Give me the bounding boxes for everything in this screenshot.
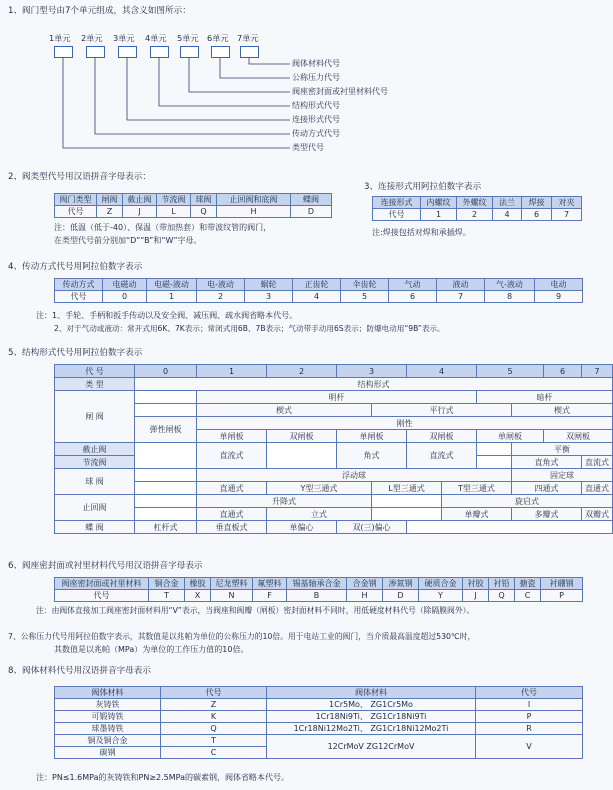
hdr-butterfly: 蝶阀 — [291, 194, 332, 206]
code-cell: 7 — [437, 291, 485, 303]
code-cell: J — [463, 590, 489, 602]
code-cell: Z — [97, 206, 123, 218]
code-cell: J — [123, 206, 157, 218]
section4-note-2: 2、对于气动或液动：常开式用6K、7K表示；常闭式用6B、7B表示；气动带手动用6S表示；防爆电动用“9B”表示。 — [54, 324, 445, 333]
material-cell: 1Cr18Ni12Mo2Ti、 ZG1Cr18Ni12Mo2Ti — [267, 723, 476, 735]
unit-1-label: 1单元 — [49, 33, 71, 43]
code-cell: 3 — [245, 291, 293, 303]
hdr-seat-material: 阀座密封面或衬里材料 — [55, 578, 149, 590]
section2-note-1: 注：低温（低于-40）、保温（带加热套）和带波纹管的阀门， — [54, 223, 272, 232]
straight-flow-2: 直流式 — [407, 443, 477, 469]
section5-heading: 5、结构形式代号用阿拉伯数字表示 — [8, 348, 143, 358]
code-cell: C — [161, 747, 267, 759]
type-label: 类 型 — [55, 378, 135, 391]
four-way: 四通式 — [512, 482, 582, 495]
material-cell: 碳钢 — [55, 747, 161, 759]
code-cell: H — [347, 590, 383, 602]
hdr-alloy-steel: 合金钢 — [347, 578, 383, 590]
code-label: 代号 — [55, 590, 149, 602]
code-cell: 1 — [147, 291, 197, 303]
hdr-drive: 传动方式 — [55, 279, 103, 291]
globe-valve-label: 截止阀 — [55, 443, 135, 456]
y-three-way: Y型三通式 — [267, 482, 372, 495]
digit-6: 6 — [544, 365, 582, 378]
section4-note-1: 注：1、手轮、手柄和扳手传动以及安全阀、减压阀、疏水阀省略本代号。 — [36, 311, 298, 320]
code-cell: P — [541, 590, 583, 602]
code-cell: 4 — [293, 291, 341, 303]
non-rising-stem: 暗杆 — [477, 391, 613, 404]
code-cell: 9 — [535, 291, 583, 303]
code-cell: R — [476, 723, 583, 735]
section2-heading: 2、阀类型代号用汉语拼音字母表示： — [8, 172, 151, 182]
section7-line-1: 7、公称压力代号用阿拉伯数字表示，其数值是以兆帕为单位的公称压力的10倍。用于电站工业的阀门，当介质最高温度超过530℃时， — [8, 632, 476, 641]
lever-type: 杠杆式 — [135, 521, 197, 534]
hdr-enamel: 搪瓷 — [515, 578, 541, 590]
hdr-internal-thread: 内螺纹 — [421, 197, 457, 209]
seat-material-table — [54, 577, 583, 602]
double-disc: 双瓣式 — [582, 508, 613, 521]
ball-valve-label: 球 阀 — [55, 469, 135, 495]
code-cell: H — [217, 206, 291, 218]
code-cell: 8 — [485, 291, 535, 303]
label-connection: 连接形式代号 — [292, 115, 340, 124]
hdr-wafer: 对夹 — [552, 197, 582, 209]
hdr-throttle: 节流阀 — [157, 194, 191, 206]
double-gate: 双闸板 — [544, 430, 613, 443]
hdr-solenoid: 电磁动 — [103, 279, 147, 291]
code-cell: D — [383, 590, 419, 602]
section8-heading: 8、阀体材料代号用汉语拼音字母表示 — [8, 666, 151, 676]
code-cell: T — [161, 735, 267, 747]
hdr-spur-gear: 正齿轮 — [293, 279, 341, 291]
hdr-globe: 截止阀 — [123, 194, 157, 206]
lift-type: 升降式 — [197, 495, 372, 508]
section6-heading: 6、阀座密封面或衬里材料代号用汉语拼音字母表示 — [8, 561, 203, 571]
rigid: 刚性 — [197, 417, 613, 430]
structure-table — [54, 364, 613, 534]
swing-type: 旋启式 — [442, 495, 613, 508]
code-cell: 1 — [421, 209, 457, 221]
digit-0: 0 — [135, 365, 197, 378]
hdr-electro-hydraulic: 电-液动 — [197, 279, 245, 291]
digit-4: 4 — [407, 365, 477, 378]
straight-through: 直通式 — [197, 482, 267, 495]
hdr-boron-steel: 衬硼钢 — [541, 578, 583, 590]
structure-form-label: 结构形式 — [135, 378, 613, 391]
hdr-ball: 球阀 — [191, 194, 217, 206]
parallel-type: 平行式 — [372, 404, 512, 417]
label-structure: 结构形式代号 — [292, 101, 340, 110]
unit-3-label: 3单元 — [113, 33, 135, 43]
right-angle: 直角式 — [512, 456, 582, 469]
hdr-gate: 闸阀 — [97, 194, 123, 206]
wedge-type-2: 楔式 — [512, 404, 613, 417]
unit-4-label: 4单元 — [145, 33, 167, 43]
material-cell: 灰铸铁 — [55, 699, 161, 711]
single-disc: 单瓣式 — [442, 508, 512, 521]
unit-6-label: 6单元 — [207, 33, 229, 43]
hdr-babbitt: 锡基轴承合金 — [287, 578, 347, 590]
code-cell: Z — [161, 699, 267, 711]
t-three-way: T型三通式 — [442, 482, 512, 495]
hdr-hard-alloy: 硬质合金 — [419, 578, 463, 590]
hdr-copper-alloy: 铜合金 — [149, 578, 185, 590]
double-eccentric: 双(三)偏心 — [337, 521, 407, 534]
code-cell: 2 — [197, 291, 245, 303]
single-gate: 单闸板 — [477, 430, 544, 443]
straight-through-3: 直通式 — [197, 508, 267, 521]
section4-heading: 4、传动方式代号用阿拉伯数字表示 — [8, 262, 143, 272]
label-body-material: 阀体材料代号 — [292, 59, 340, 68]
hdr-electric: 电动 — [535, 279, 583, 291]
section2-note-2: 在类型代号前分别加“D”“B”和“W”字母。 — [54, 236, 202, 245]
valve-type-table — [54, 193, 332, 218]
hdr-connection: 连接形式 — [373, 197, 421, 209]
hdr-pneumatic: 气动 — [389, 279, 437, 291]
single-gate: 单闸板 — [197, 430, 267, 443]
check-valve-label: 止回阀 — [55, 495, 135, 521]
hdr-check: 止回阀和底阀 — [217, 194, 291, 206]
drive-table — [54, 278, 583, 303]
double-gate: 双闸板 — [267, 430, 337, 443]
hdr-hydraulic: 液动 — [437, 279, 485, 291]
multi-disc: 多瓣式 — [512, 508, 582, 521]
unit-7-label: 7单元 — [237, 33, 259, 43]
code-cell: Y — [419, 590, 463, 602]
hdr-body-material-2: 阀体材料 — [267, 687, 476, 699]
hdr-code: 代号 — [161, 687, 267, 699]
code-cell: C — [515, 590, 541, 602]
label-drive: 传动方式代号 — [292, 129, 340, 138]
code-cell: Q — [191, 206, 217, 218]
code-header: 代 号 — [55, 365, 135, 378]
code-label: 代号 — [373, 209, 421, 221]
vertical-plate: 垂直板式 — [197, 521, 267, 534]
section7-line-2: 其数值是以兆帕（MPa）为单位的工作压力值的10倍。 — [54, 645, 249, 654]
hdr-external-thread: 外螺纹 — [457, 197, 493, 209]
code-cell: D — [291, 206, 332, 218]
code-cell: K — [161, 711, 267, 723]
digit-2: 2 — [267, 365, 337, 378]
code-cell: L — [157, 206, 191, 218]
code-label: 代号 — [55, 291, 103, 303]
code-cell: 0 — [103, 291, 147, 303]
code-cell: 4 — [493, 209, 522, 221]
hdr-rubber-lined: 衬胶 — [463, 578, 489, 590]
hdr-pneu-hydraulic: 气-液动 — [485, 279, 535, 291]
straight-through-2: 直通式 — [582, 482, 613, 495]
angle-type: 角式 — [337, 443, 407, 469]
throttle-valve-label: 节流阀 — [55, 456, 135, 469]
balanced: 平衡 — [512, 443, 613, 456]
code-cell: Q — [161, 723, 267, 735]
section6-note: 注：由阀体直接加工阀座密封面材料用“V”表示，当阀座和阀瓣（闸板）密封面材料不同时，用低硬度材料代号（除隔膜阀外）。 — [36, 606, 475, 615]
hdr-nylon: 尼龙塑料 — [211, 578, 253, 590]
hdr-weld: 焊接 — [522, 197, 552, 209]
hdr-bevel-gear: 伞齿轮 — [341, 279, 389, 291]
gate-valve-label: 闸 阀 — [55, 391, 135, 443]
hdr-lead-lined: 衬铅 — [489, 578, 515, 590]
code-cell: 6 — [389, 291, 437, 303]
section3-heading: 3、连接形式用阿拉伯数字表示 — [364, 182, 482, 192]
material-cell: 1Cr5Mo、 ZG1Cr5Mo — [267, 699, 476, 711]
code-cell: 5 — [341, 291, 389, 303]
hdr-flange: 法兰 — [493, 197, 522, 209]
hdr-fluoroplastic: 氟塑料 — [253, 578, 287, 590]
material-cell: 1Cr18Ni9Ti、 ZG1Cr18Ni9Ti — [267, 711, 476, 723]
code-cell: B — [287, 590, 347, 602]
straight-flow: 直流式 — [197, 443, 267, 469]
unit-5-label: 5单元 — [177, 33, 199, 43]
material-cell: 球墨铸铁 — [55, 723, 161, 735]
code-cell: T — [149, 590, 185, 602]
single-eccentric: 单偏心 — [267, 521, 337, 534]
material-cell: 12CrMoV ZG12CrMoV — [267, 735, 476, 759]
floating-ball: 浮动球 — [197, 469, 512, 482]
label-type: 类型代号 — [292, 143, 324, 152]
connection-table — [372, 196, 582, 221]
digit-3: 3 — [337, 365, 407, 378]
vertical-type: 立式 — [267, 508, 372, 521]
code-cell: 6 — [522, 209, 552, 221]
label-pressure: 公称压力代号 — [292, 73, 340, 82]
code-cell: P — [476, 711, 583, 723]
single-gate: 单闸板 — [337, 430, 407, 443]
code-cell: F — [253, 590, 287, 602]
elastic-gate: 弹性闸板 — [135, 417, 197, 443]
hdr-solenoid-hydraulic: 电磁-液动 — [147, 279, 197, 291]
code-label: 代号 — [55, 206, 97, 218]
code-cell: 2 — [457, 209, 493, 221]
digit-1: 1 — [197, 365, 267, 378]
label-seat-material: 阀座密封面或衬里材料代号 — [292, 87, 388, 96]
section3-note: 注:焊接包括对焊和承插焊。 — [372, 228, 471, 237]
digit-7: 7 — [582, 365, 613, 378]
code-cell: N — [211, 590, 253, 602]
section1-heading: 1、阀门型号由7个单元组成，其含义如图所示： — [8, 6, 191, 16]
wedge-type: 楔式 — [197, 404, 372, 417]
material-cell: 可锻铸铁 — [55, 711, 161, 723]
fixed-ball: 固定球 — [512, 469, 613, 482]
hdr-rubber: 橡胶 — [185, 578, 211, 590]
digit-5: 5 — [477, 365, 544, 378]
code-cell: X — [185, 590, 211, 602]
hdr-valve-type: 阀门类型 — [55, 194, 97, 206]
hdr-body-material: 阀体材料 — [55, 687, 161, 699]
body-material-table — [54, 686, 583, 759]
material-cell: 铜及铜合金 — [55, 735, 161, 747]
l-three-way: L型三通式 — [372, 482, 442, 495]
hdr-worm: 蜗轮 — [245, 279, 293, 291]
unit-2-label: 2单元 — [81, 33, 103, 43]
straight-flow-3: 直流式 — [582, 456, 613, 469]
code-cell: I — [476, 699, 583, 711]
double-gate: 双闸板 — [407, 430, 477, 443]
code-cell: V — [476, 735, 583, 759]
code-cell: 7 — [552, 209, 582, 221]
rising-stem: 明杆 — [197, 391, 477, 404]
hdr-code-2: 代号 — [476, 687, 583, 699]
code-cell: Q — [489, 590, 515, 602]
section8-note: 注：PN≤1.6MPa的灰铸铁和PN≥2.5MPa的碳素钢，阀体省略本代号。 — [36, 773, 290, 782]
hdr-nitrided-steel: 渗氮钢 — [383, 578, 419, 590]
butterfly-valve-label: 蝶 阀 — [55, 521, 135, 534]
